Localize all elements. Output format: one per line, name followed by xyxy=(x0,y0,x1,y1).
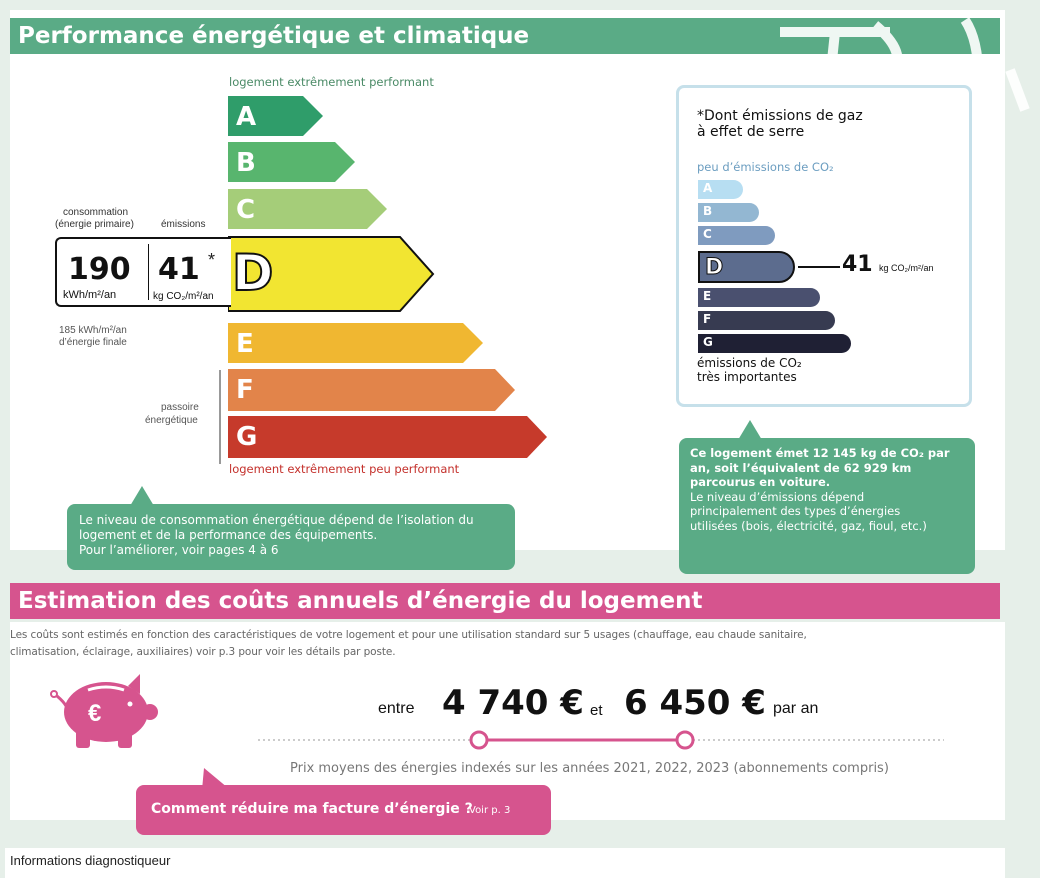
cost-range-slider xyxy=(258,730,948,750)
dpe-title: Performance énergétique et climatique xyxy=(18,23,530,49)
emis-head: émissions xyxy=(161,219,206,230)
dpe-letter-g: G xyxy=(236,422,258,452)
dpe-info-2: logement et de la performance des équipements. xyxy=(79,528,378,542)
conso-head: consommation xyxy=(63,207,129,218)
diagnostician-label: Informations diagnostiqueur xyxy=(10,853,171,868)
ges-bar-f: F xyxy=(698,311,835,330)
cost-per-year: par an xyxy=(773,700,819,717)
ges-bar-e: E xyxy=(698,288,820,307)
dpe-top-label: logement extrêmement performant xyxy=(229,75,434,89)
passoire-1: passoire xyxy=(161,402,199,413)
ges-info-bold-3: parcourus en voiture. xyxy=(690,475,831,489)
final-energy-2: d’énergie finale xyxy=(59,337,127,348)
dpe-letter-b: B xyxy=(236,148,256,178)
ges-info-2: principalement des types d’énergies xyxy=(690,504,901,518)
dpe-scale xyxy=(228,94,558,464)
ges-info-3: utilisées (bois, électricité, gaz, fioul, etc.) xyxy=(690,518,927,533)
costs-desc-1: Les coûts sont estimés en fonction des caractéristiques de votre logement et pour une utilisation standard sur 5 usages (chauffage, eau chaude sanitaire, xyxy=(10,629,807,641)
ges-bottom-2: très importantes xyxy=(697,370,797,384)
ges-info-1: Le niveau d’émissions dépend xyxy=(690,489,865,504)
passoire-2: énergétique xyxy=(145,415,198,426)
emis-unit: kg CO₂/m²/an xyxy=(153,291,214,302)
dpe-bar-f xyxy=(228,369,515,411)
ges-note-1: *Dont émissions de gaz xyxy=(697,108,863,124)
ges-pointer-line xyxy=(798,266,840,268)
costs-title: Estimation des coûts annuels d’énergie du logement xyxy=(18,588,703,614)
reduce-bill-button[interactable] xyxy=(136,785,551,835)
ges-info-bold-1: Ce logement émet 12 145 kg de CO₂ par xyxy=(690,446,950,460)
costs-header xyxy=(10,583,1000,619)
dpe-letter-c: C xyxy=(236,195,256,225)
cost-and: et xyxy=(590,702,603,719)
dpe-letter-f: F xyxy=(236,375,254,405)
ges-bar-d: D xyxy=(698,251,795,283)
dpe-letter-d: D xyxy=(232,244,274,302)
costs-desc-2: climatisation, éclairage, auxiliaires) voir p.3 pour voir les détails par poste. xyxy=(10,646,396,658)
final-energy-1: 185 kWh/m²/an xyxy=(59,325,127,336)
ges-note-2: à effet de serre xyxy=(697,124,805,140)
conso-unit: kWh/m²/an xyxy=(63,289,117,301)
reduce-bill-label: Comment réduire ma facture d’énergie ? xyxy=(151,801,473,817)
piggy-bank-icon xyxy=(48,672,160,752)
ges-top-label: peu d’émissions de CO₂ xyxy=(697,160,834,174)
dpe-info-1: Le niveau de consommation énergétique dépend de l’isolation du xyxy=(79,513,474,527)
ges-bar-g: G xyxy=(698,334,851,353)
dpe-bar-g xyxy=(228,416,547,458)
dpe-info-3: Pour l’améliorer, voir pages 4 à 6 xyxy=(79,543,279,557)
cost-max: 6 450 € xyxy=(624,683,766,723)
reduce-bill-see: Voir p. 3 xyxy=(469,805,511,816)
dpe-info-box xyxy=(67,504,515,570)
cost-min: 4 740 € xyxy=(442,683,584,723)
euro-symbol: € xyxy=(88,700,102,727)
conso-value: 190 xyxy=(68,252,131,287)
ges-bottom-1: émissions de CO₂ xyxy=(697,356,802,370)
cost-between: entre xyxy=(378,700,415,717)
ges-info-bold-2: an, soit l’équivalent de 62 929 km xyxy=(690,460,912,475)
passoire-bracket xyxy=(219,370,221,464)
ges-value-unit: kg CO₂/m²/an xyxy=(879,263,934,273)
prices-note: Prix moyens des énergies indexés sur les années 2021, 2022, 2023 (abonnements compris) xyxy=(290,761,889,776)
conso-head-sub: (énergie primaire) xyxy=(55,219,134,230)
dpe-letter-e: E xyxy=(236,329,254,359)
info-pointer-right xyxy=(738,420,762,440)
emis-value: 41 xyxy=(158,252,200,287)
value-divider xyxy=(148,244,149,300)
emis-star: * xyxy=(208,250,216,270)
ges-value: 41 xyxy=(842,252,873,277)
dpe-letter-a: A xyxy=(236,102,257,132)
ges-box xyxy=(676,85,972,407)
ges-bar-a: A xyxy=(698,180,743,199)
ges-bar-b: B xyxy=(698,203,759,222)
dpe-bottom-label: logement extrêmement peu performant xyxy=(229,462,460,476)
ges-info-box xyxy=(679,438,975,574)
info-pointer-left xyxy=(130,486,154,506)
ges-bar-c: C xyxy=(698,226,775,245)
